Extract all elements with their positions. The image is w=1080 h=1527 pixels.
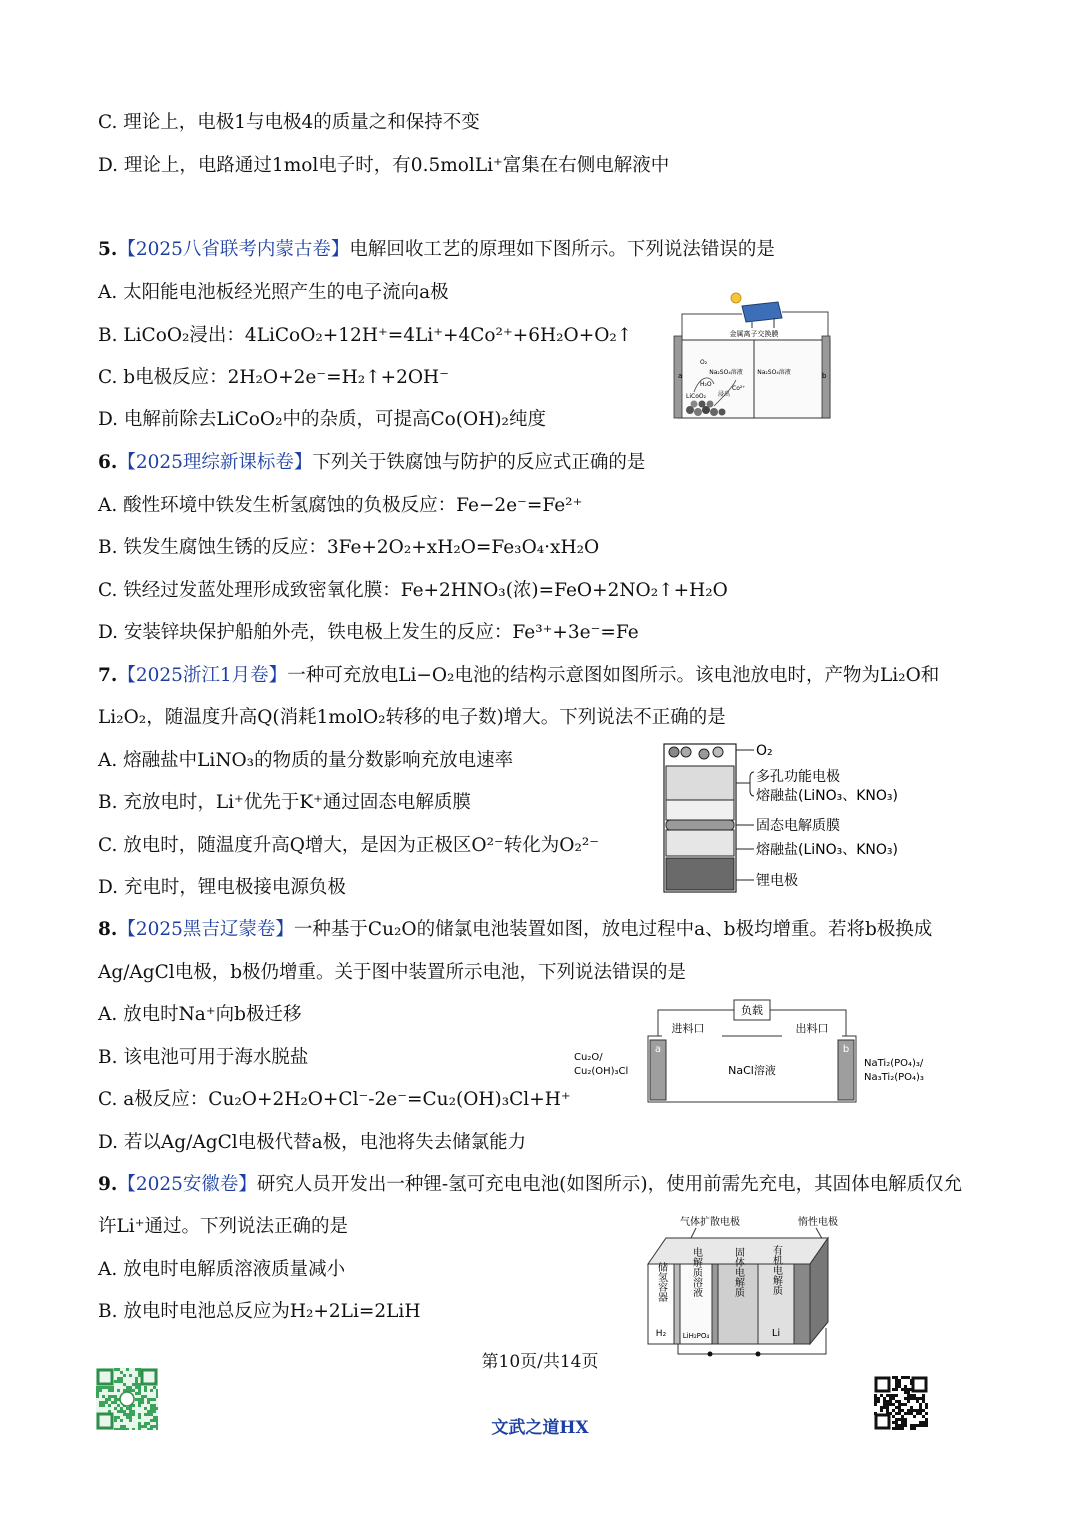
q5-stem (98, 238, 775, 262)
q6-option-c: C. 铁经过发蓝处理形成致密氧化膜：Fe+2HNO₃(浓)=FeO+2NO₂↑+H₂O (98, 580, 728, 601)
q9-option-a: A. 放电时电解质溶液质量减小 (98, 1259, 346, 1280)
q7-stem-text1: 一种可充放电Li−O₂电池的结构示意图如图所示。该电池放电时，产物为Li₂O和 (287, 665, 940, 686)
q8-right-label-1: NaTi₂(PO₄)₃/ (864, 1058, 924, 1069)
q8-left-label-2: Cu₂(OH)₃Cl (574, 1066, 629, 1077)
q6-number: 6. (98, 452, 118, 473)
q7-number: 7. (98, 665, 118, 686)
q9-li-label: Li (771, 1328, 781, 1339)
q7-solid-label: 固态电解质膜 (756, 818, 840, 834)
q9-storage-label: 储氢容器 (655, 1262, 667, 1302)
brand-label: 文武之道HX (491, 1418, 589, 1438)
q9-organic-label: 有机电解质 (770, 1245, 782, 1295)
q7-porous-label: 多孔功能电极 (756, 769, 840, 785)
q8-inlet-label: 进料口 (671, 1022, 705, 1035)
q5-stem-text: 电解回收工艺的原理如下图所示。下列说法错误的是 (349, 239, 775, 260)
q9-stem-text1: 研究人员开发出一种锂-氢可充电电池(如图所示)，使用前需先充电，其固体电解质仅允 (256, 1174, 963, 1195)
q5-h2o-label: H₂O (700, 381, 712, 388)
q9-number: 9. (98, 1174, 118, 1195)
wechat-qr-code-icon (96, 1368, 158, 1430)
q6-option-b: B. 铁发生腐蚀生锈的反应：3Fe+2O₂+xH₂O=Fe₃O₄·xH₂O (98, 537, 600, 558)
q7-option-b: B. 充放电时，Li⁺优先于K⁺通过固态电解质膜 (98, 792, 471, 813)
q7-stem-line1 (98, 664, 939, 688)
q8-option-b: B. 该电池可用于海水脱盐 (98, 1047, 309, 1068)
q8-left-label-1: Cu₂O/ (574, 1052, 603, 1063)
q8-number: 8. (98, 919, 118, 940)
q9-stem-line2: 许Li⁺通过。下列说法正确的是 (98, 1216, 348, 1237)
q6-stem-text: 下列关于铁腐蚀与防护的反应式正确的是 (312, 452, 646, 473)
q8-stem-line2: Ag/AgCl电极，b极仍增重。关于图中装置所示电池，下列说法错误的是 (98, 962, 687, 983)
q4-option-d: D. 理论上，电路通过1mol电子时，有0.5molLi⁺富集在右侧电解液中 (98, 155, 670, 176)
q7-molten2-label: 熔融盐(LiNO₃、KNO₃) (756, 842, 899, 858)
q5-number: 5. (98, 239, 118, 260)
q8-option-d: D. 若以Ag/AgCl电极代替a极，电池将失去储氯能力 (98, 1132, 527, 1153)
q5-co-label: Co²⁺ (732, 385, 746, 392)
q8-a-label: a (654, 1044, 662, 1055)
q5-option-c: C. b电极反应：2H₂O+2e⁻=H₂↑+2OH⁻ (98, 367, 449, 388)
solar-panel-icon (731, 293, 782, 328)
q6-source: 【2025理综新课标卷】 (117, 452, 313, 473)
q9-h2-label: H₂ (655, 1329, 667, 1339)
q9-solid-label: 固体电解质 (732, 1247, 744, 1297)
q7-option-a: A. 熔融盐中LiNO₃的物质的量分数影响充放电速率 (98, 750, 514, 771)
q6-stem (98, 451, 645, 475)
q5-membrane-label: 金属离子交换膜 (729, 330, 779, 338)
q8-source: 【2025黑吉辽蒙卷】 (117, 919, 294, 940)
q7-li-label: 锂电极 (756, 873, 798, 889)
page-number: 第10页/共14页 (481, 1352, 599, 1372)
q7-molten1-label: 熔融盐(LiNO₃、KNO₃) (756, 788, 899, 804)
q5-licoo2-label: LiCoO₂ (686, 393, 706, 400)
q8-outlet-label: 出料口 (795, 1022, 829, 1035)
q5-electrode-b-label: b (822, 372, 827, 380)
q9-lih2po4-label: LiH₂PO₄ (682, 1332, 710, 1340)
q7-stem-line2: Li₂O₂，随温度升高Q(消耗1molO₂转移的电子数)增大。下列说法不正确的是 (98, 707, 726, 728)
q8-stem-text1: 一种基于Cu₂O的储氯电池装置如图，放电过程中a、b极均增重。若将b极换成 (293, 919, 933, 940)
q5-left-solution-label: Na₂SO₄溶液 (709, 369, 743, 376)
q8-battery-figure (572, 998, 942, 1106)
q7-option-c: C. 放电时，随温度升高Q增大，是因为正极区O²⁻转化为O₂²⁻ (98, 835, 600, 856)
q9-stem-line1 (98, 1173, 962, 1197)
q8-stem-line1 (98, 918, 932, 942)
q7-option-d: D. 充电时，锂电极接电源负极 (98, 877, 346, 898)
q5-source: 【2025八省联考内蒙古卷】 (117, 239, 350, 260)
q6-option-d: D. 安装锌块保护船舶外壳，铁电极上发生的反应：Fe³⁺+3e⁻=Fe (98, 622, 639, 643)
q8-option-c: C. a极反应：Cu₂O+2H₂O+Cl⁻-2e⁻=Cu₂(OH)₃Cl+H⁺ (98, 1089, 571, 1110)
q7-source: 【2025浙江1月卷】 (117, 665, 288, 686)
q5-option-d: D. 电解前除去LiCoO₂中的杂质，可提高Co(OH)₂纯度 (98, 409, 546, 430)
q5-option-a: A. 太阳能电池板经光照产生的电子流向a极 (98, 282, 449, 303)
q9-option-b: B. 放电时电池总反应为H₂+2Li=2LiH (98, 1301, 421, 1322)
q8-solution-label: NaCl溶液 (728, 1064, 776, 1077)
q9-electrolyte-label: 电解质溶液 (690, 1247, 702, 1297)
q5-electrolysis-figure (670, 288, 840, 422)
q4-option-c: C. 理论上，电极1与电极4的质量之和保持不变 (98, 112, 480, 133)
q6-option-a: A. 酸性环境中铁发生析氢腐蚀的负极反应：Fe−2e⁻=Fe²⁺ (98, 495, 583, 516)
q5-electrode-a-label: a (678, 372, 683, 380)
q8-load-label: 负载 (741, 1004, 763, 1017)
q8-right-label-2: Na₃Ti₂(PO₄)₃ (864, 1072, 924, 1083)
q5-o2-label: O₂ (700, 359, 708, 366)
q7-o2-label: O₂ (756, 743, 773, 759)
q5-leach-label: 浸出 (718, 391, 731, 398)
q5-right-solution-label: Na₂SO₄溶液 (757, 369, 791, 376)
q9-source: 【2025安徽卷】 (117, 1174, 257, 1195)
q8-b-label: b (842, 1044, 850, 1055)
q5-option-b: B. LiCoO₂浸出：4LiCoO₂+12H⁺=4Li⁺+4Co²⁺+6H₂O+O₂↑ (98, 325, 633, 346)
qr-code-icon (874, 1376, 928, 1430)
q7-battery-figure (660, 738, 930, 896)
q9-battery-figure (644, 1210, 840, 1360)
q8-option-a: A. 放电时Na⁺向b极迁移 (98, 1004, 302, 1025)
q9-inert-electrode-label: 惰性电极 (798, 1217, 838, 1228)
q9-gas-electrode-label: 气体扩散电极 (680, 1217, 740, 1228)
